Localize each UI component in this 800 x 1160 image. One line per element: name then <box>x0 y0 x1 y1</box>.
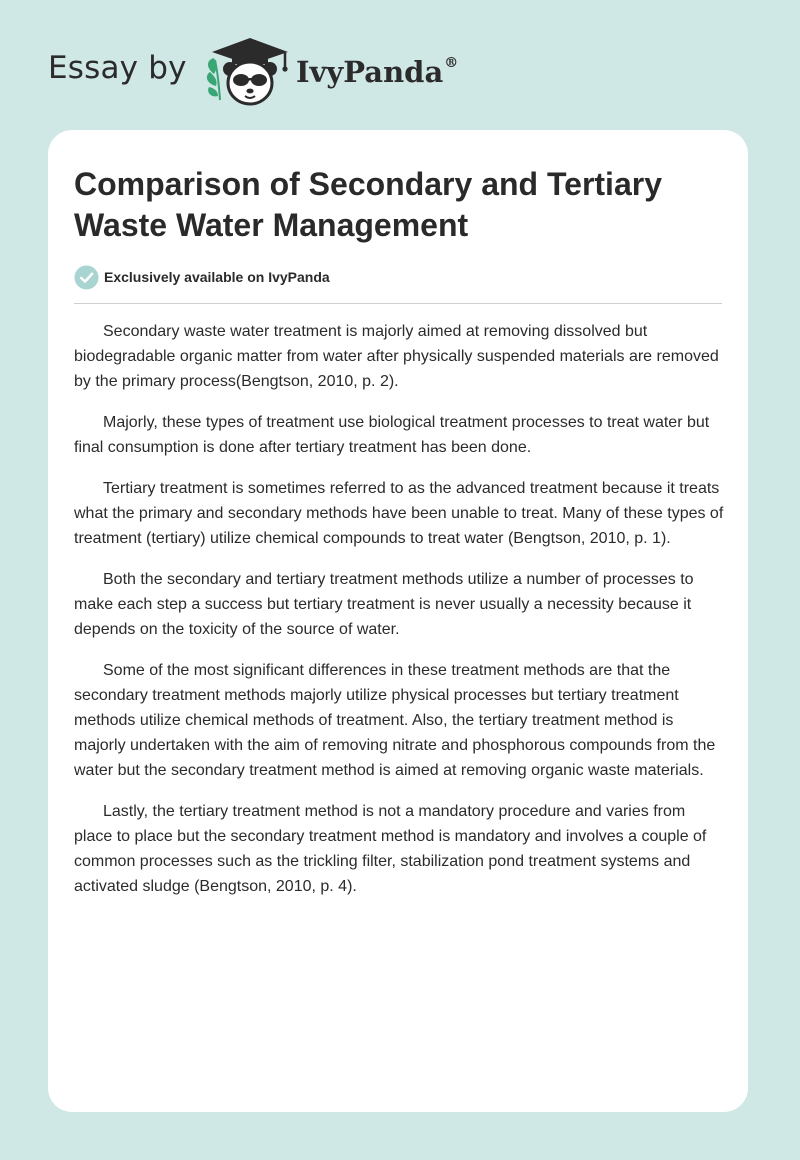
essay-title: Comparison of Secondary and Tertiary Waste Water Management <box>74 166 662 243</box>
exclusive-badge-label: Exclusively available on IvyPanda <box>104 269 330 285</box>
brand-prefix: Essay by <box>48 50 187 86</box>
check-circle-icon <box>74 265 99 290</box>
site-header <box>0 0 800 130</box>
trademark-symbol: ® <box>444 55 459 72</box>
title-divider <box>74 303 722 304</box>
brand-name-text: IvyPanda <box>296 55 444 89</box>
essay-paragraph: Lastly, the tertiary treatment method is not a mandatory procedure and varies from place to place but the secondary treatment method is mandatory and involves a couple of common processes such as the trickling filter, stabilization pond treatment systems and activated sludge (Bengtson, 2010, p. 4). <box>74 803 707 895</box>
exclusive-badge <box>74 264 330 290</box>
essay-card <box>48 130 748 1112</box>
essay-paragraph: Some of the most significant differences in these treatment methods are that the secondary treatment methods majorly utilize physical processes but tertiary treatment methods utilize chemical methods of treatment. Also, the tertiary treatment method is majorly undertaken with the aim of removing nitrate and phosphorous compounds from the water but the secondary treatment method is aimed at removing organic waste materials. <box>74 662 716 779</box>
essay-paragraph: Majorly, these types of treatment use biological treatment processes to treat water but final consumption is done after tertiary treatment has been done. <box>74 414 710 456</box>
essay-paragraph: Both the secondary and tertiary treatment methods utilize a number of processes to make each step a success but tertiary treatment is never usually a necessity because it depends on the toxicity of the source of water. <box>74 571 694 638</box>
essay-paragraph: Tertiary treatment is sometimes referred to as the advanced treatment because it treats what the primary and secondary methods have been unable to treat. Many of these types of treatment (tertiary) utilize chemical compounds to treat water (Bengtson, 2010, p. 1). <box>74 480 724 547</box>
essay-body <box>74 319 724 915</box>
brand-name[interactable] <box>296 55 458 89</box>
essay-paragraph: Secondary waste water treatment is majorly aimed at removing dissolved but biodegradable organic matter from water after physically suspended materials are removed by the primary process(Bengtson, 2010, p. 2). <box>74 323 719 390</box>
panda-graduate-icon[interactable] <box>202 34 298 110</box>
